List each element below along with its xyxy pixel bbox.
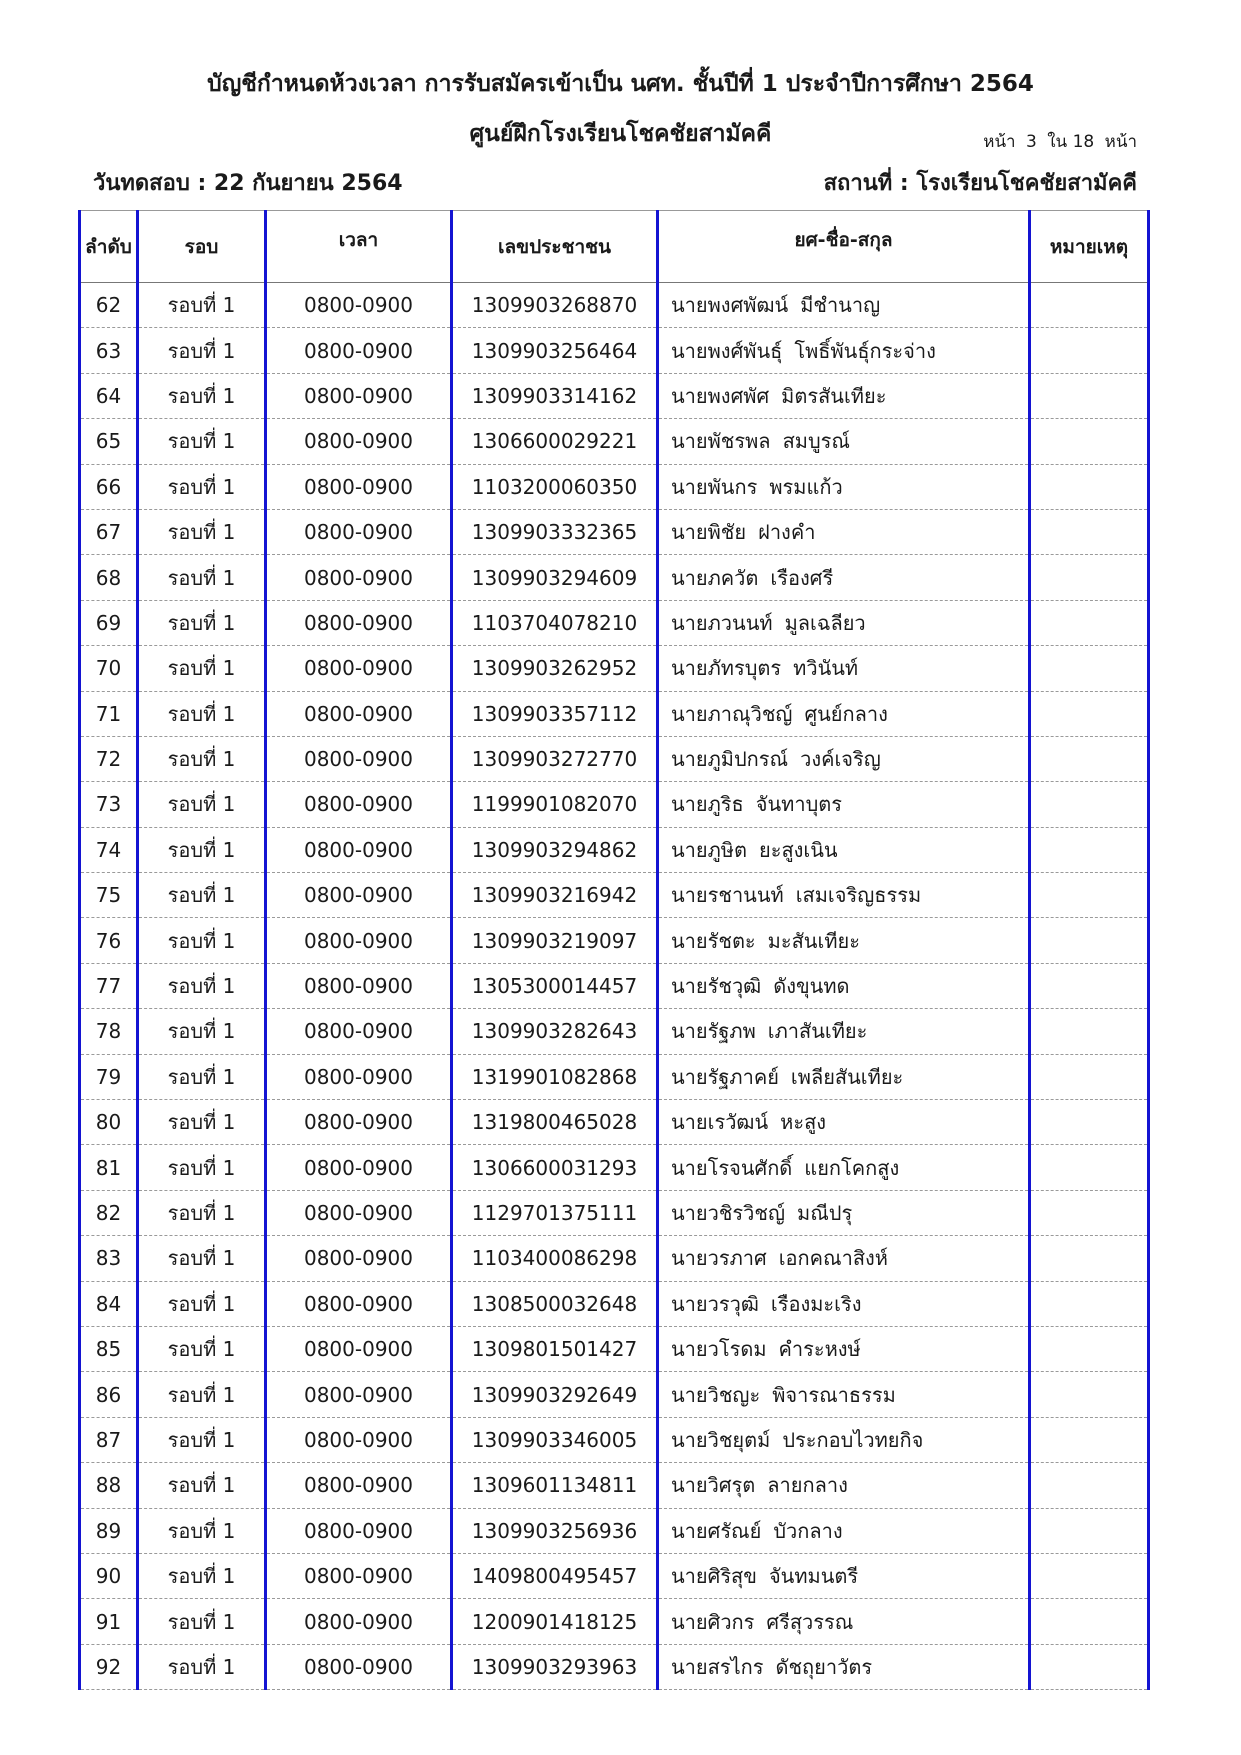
cell-seq: 71	[80, 691, 138, 736]
cell-national-id: 1309903346005	[452, 1417, 658, 1462]
cell-round: รอบที่ 1	[138, 373, 266, 418]
table-row	[80, 1145, 1149, 1190]
cell-name	[658, 736, 1030, 781]
cell-national-id: 1309903293963	[452, 1644, 658, 1689]
cell-national-id: 1309903262952	[452, 646, 658, 691]
table-row	[80, 736, 1149, 781]
cell-time: 0800-0900	[266, 464, 452, 509]
cell-time: 0800-0900	[266, 1054, 452, 1099]
cell-round: รอบที่ 1	[138, 283, 266, 328]
table-row	[80, 1236, 1149, 1281]
table-row	[80, 509, 1149, 554]
cell-time: 0800-0900	[266, 873, 452, 918]
cell-time: 0800-0900	[266, 1009, 452, 1054]
cell-note	[1030, 283, 1149, 328]
cell-name	[658, 918, 1030, 963]
cell-time: 0800-0900	[266, 1236, 452, 1281]
first-name: นายศิริสุข	[671, 1564, 757, 1589]
cell-note	[1030, 509, 1149, 554]
table-row	[80, 555, 1149, 600]
cell-seq: 72	[80, 736, 138, 781]
cell-time: 0800-0900	[266, 827, 452, 872]
cell-note	[1030, 1599, 1149, 1644]
cell-round: รอบที่ 1	[138, 1236, 266, 1281]
header-name: ยศ-ชื่อ-สกุล	[658, 211, 1030, 283]
first-name: นายพงศ์พันธุ์	[671, 338, 783, 363]
cell-seq: 73	[80, 782, 138, 827]
cell-national-id: 1309903294862	[452, 827, 658, 872]
cell-name	[658, 1553, 1030, 1598]
cell-seq: 64	[80, 373, 138, 418]
table-row	[80, 373, 1149, 418]
last-name: จันทมนตรี	[768, 1564, 859, 1589]
cell-seq: 65	[80, 419, 138, 464]
first-name: นายวรวุฒิ	[671, 1291, 759, 1316]
table-row	[80, 1644, 1149, 1689]
cell-round: รอบที่ 1	[138, 1326, 266, 1371]
cell-time: 0800-0900	[266, 555, 452, 600]
cell-seq: 85	[80, 1326, 138, 1371]
cell-note	[1030, 1236, 1149, 1281]
cell-seq: 86	[80, 1372, 138, 1417]
cell-name	[658, 963, 1030, 1008]
table-row	[80, 1463, 1149, 1508]
cell-note	[1030, 736, 1149, 781]
table-row	[80, 1326, 1149, 1371]
cell-round: รอบที่ 1	[138, 1599, 266, 1644]
venue: สถานที่ : โรงเรียนโชคชัยสามัคคี	[823, 171, 1137, 196]
first-name: นายสรไกร	[671, 1654, 764, 1679]
cell-national-id: 1306600029221	[452, 419, 658, 464]
cell-note	[1030, 963, 1149, 1008]
cell-seq: 82	[80, 1190, 138, 1235]
page-suffix: หน้า	[1104, 132, 1137, 152]
table-header-row	[80, 211, 1149, 283]
cell-round: รอบที่ 1	[138, 1553, 266, 1598]
cell-round: รอบที่ 1	[138, 963, 266, 1008]
header-round: รอบ	[138, 211, 266, 283]
first-name: นายเรวัฒน์	[671, 1110, 769, 1135]
cell-note	[1030, 691, 1149, 736]
first-name: นายโรจนศักดิ์	[671, 1155, 793, 1180]
table-row	[80, 1100, 1149, 1145]
cell-national-id: 1319901082868	[452, 1054, 658, 1099]
header-id: เลขประชาชน	[452, 211, 658, 283]
table-row	[80, 691, 1149, 736]
first-name: นายพันกร	[671, 474, 758, 499]
table-row	[80, 1553, 1149, 1598]
table-row	[80, 1599, 1149, 1644]
cell-time: 0800-0900	[266, 918, 452, 963]
last-name: ลายกลาง	[767, 1473, 848, 1498]
cell-national-id: 1103704078210	[452, 600, 658, 645]
last-name: โพธิ์พันธุ์กระจ่าง	[794, 338, 936, 363]
cell-round: รอบที่ 1	[138, 1417, 266, 1462]
table-row	[80, 918, 1149, 963]
last-name: จันทาบุตร	[755, 792, 842, 817]
cell-round: รอบที่ 1	[138, 1281, 266, 1326]
cell-seq: 75	[80, 873, 138, 918]
table-row	[80, 827, 1149, 872]
last-name: ดัชถุยาวัตร	[775, 1654, 873, 1679]
cell-round: รอบที่ 1	[138, 1145, 266, 1190]
cell-seq: 68	[80, 555, 138, 600]
last-name: ศรีสุวรรณ	[766, 1609, 854, 1634]
cell-time: 0800-0900	[266, 1145, 452, 1190]
cell-time: 0800-0900	[266, 1190, 452, 1235]
cell-seq: 63	[80, 328, 138, 373]
table-row	[80, 600, 1149, 645]
last-name: มิตรสันเทียะ	[781, 383, 887, 408]
cell-time: 0800-0900	[266, 1100, 452, 1145]
first-name: นายภัทรบุตร	[671, 656, 782, 681]
last-name: เรืองศรี	[770, 565, 834, 590]
cell-time: 0800-0900	[266, 1372, 452, 1417]
cell-seq: 78	[80, 1009, 138, 1054]
cell-time: 0800-0900	[266, 600, 452, 645]
cell-name	[658, 1145, 1030, 1190]
cell-national-id: 1309601134811	[452, 1463, 658, 1508]
first-name: นายรัฐภาคย์	[671, 1064, 779, 1089]
cell-name	[658, 283, 1030, 328]
table-row	[80, 419, 1149, 464]
first-name: นายภาณุวิชญ์	[671, 701, 793, 726]
page-indicator	[978, 128, 1137, 155]
cell-name	[658, 1644, 1030, 1689]
cell-round: รอบที่ 1	[138, 419, 266, 464]
cell-national-id: 1319800465028	[452, 1100, 658, 1145]
cell-note	[1030, 1372, 1149, 1417]
cell-round: รอบที่ 1	[138, 1054, 266, 1099]
cell-seq: 62	[80, 283, 138, 328]
last-name: มีชำนาญ	[800, 293, 881, 318]
cell-note	[1030, 827, 1149, 872]
header-seq: ลำดับ	[80, 211, 138, 283]
cell-seq: 79	[80, 1054, 138, 1099]
last-name: มะสันเทียะ	[767, 928, 860, 953]
cell-round: รอบที่ 1	[138, 1508, 266, 1553]
cell-seq: 66	[80, 464, 138, 509]
cell-time: 0800-0900	[266, 509, 452, 554]
last-name: เพลียสันเทียะ	[790, 1064, 904, 1089]
test-date: วันทดสอบ : 22 กันยายน 2564	[93, 171, 403, 196]
first-name: นายวิศรุต	[671, 1473, 756, 1498]
cell-round: รอบที่ 1	[138, 827, 266, 872]
cell-time: 0800-0900	[266, 328, 452, 373]
table-row	[80, 1054, 1149, 1099]
cell-seq: 70	[80, 646, 138, 691]
cell-name	[658, 419, 1030, 464]
first-name: นายภควัต	[671, 565, 759, 590]
roster-table	[78, 210, 1150, 1690]
cell-national-id: 1309903332365	[452, 509, 658, 554]
cell-round: รอบที่ 1	[138, 646, 266, 691]
last-name: สมบูรณ์	[782, 429, 850, 454]
cell-note	[1030, 1100, 1149, 1145]
cell-seq: 74	[80, 827, 138, 872]
cell-national-id: 1309903357112	[452, 691, 658, 736]
table-row	[80, 646, 1149, 691]
cell-time: 0800-0900	[266, 1553, 452, 1598]
cell-name	[658, 827, 1030, 872]
cell-time: 0800-0900	[266, 419, 452, 464]
last-name: คำระหงษ์	[778, 1337, 861, 1362]
cell-round: รอบที่ 1	[138, 782, 266, 827]
cell-note	[1030, 1644, 1149, 1689]
last-name: พิจารณาธรรม	[772, 1382, 896, 1407]
cell-name	[658, 1372, 1030, 1417]
last-name: แยกโคกสูง	[804, 1155, 900, 1180]
cell-national-id: 1309903216942	[452, 873, 658, 918]
first-name: นายภูริธ	[671, 792, 744, 817]
cell-national-id: 1103400086298	[452, 1236, 658, 1281]
first-name: นายรชานนท์	[671, 883, 784, 908]
last-name: ศูนย์กลาง	[804, 701, 888, 726]
cell-name	[658, 1009, 1030, 1054]
cell-name	[658, 373, 1030, 418]
table-row	[80, 1190, 1149, 1235]
cell-note	[1030, 1190, 1149, 1235]
last-name: พรมแก้ว	[769, 474, 843, 499]
cell-round: รอบที่ 1	[138, 736, 266, 781]
cell-seq: 69	[80, 600, 138, 645]
cell-time: 0800-0900	[266, 1599, 452, 1644]
cell-national-id: 1309903314162	[452, 373, 658, 418]
cell-national-id: 1309903272770	[452, 736, 658, 781]
cell-national-id: 1309903292649	[452, 1372, 658, 1417]
table-row	[80, 1508, 1149, 1553]
cell-note	[1030, 1553, 1149, 1598]
table-row	[80, 963, 1149, 1008]
cell-seq: 77	[80, 963, 138, 1008]
cell-seq: 81	[80, 1145, 138, 1190]
cell-note	[1030, 328, 1149, 373]
cell-name	[658, 1190, 1030, 1235]
cell-national-id: 1200901418125	[452, 1599, 658, 1644]
cell-seq: 87	[80, 1417, 138, 1462]
first-name: นายรัชตะ	[671, 928, 756, 953]
cell-seq: 84	[80, 1281, 138, 1326]
cell-note	[1030, 1054, 1149, 1099]
first-name: นายภูษิต	[671, 837, 747, 862]
cell-national-id: 1129701375111	[452, 1190, 658, 1235]
cell-name	[658, 782, 1030, 827]
table-row	[80, 782, 1149, 827]
cell-national-id: 1309903282643	[452, 1009, 658, 1054]
last-name: บัวกลาง	[773, 1518, 843, 1543]
last-name: ยะสูงเนิน	[758, 837, 838, 862]
cell-name	[658, 328, 1030, 373]
cell-name	[658, 1281, 1030, 1326]
cell-national-id: 1309903268870	[452, 283, 658, 328]
cell-name	[658, 691, 1030, 736]
first-name: นายพัชรพล	[671, 429, 771, 454]
last-name: เสมเจริญธรรม	[795, 883, 922, 908]
cell-note	[1030, 1145, 1149, 1190]
first-name: นายภวนนท์	[671, 610, 773, 635]
cell-time: 0800-0900	[266, 736, 452, 781]
first-name: นายรัชวุฒิ	[671, 974, 762, 999]
cell-time: 0800-0900	[266, 646, 452, 691]
cell-national-id: 1305300014457	[452, 963, 658, 1008]
cell-time: 0800-0900	[266, 373, 452, 418]
cell-note	[1030, 464, 1149, 509]
cell-national-id: 1199901082070	[452, 782, 658, 827]
last-name: มูลเฉลียว	[784, 610, 866, 635]
cell-national-id: 1309903294609	[452, 555, 658, 600]
last-name: หะสูง	[780, 1110, 827, 1135]
cell-name	[658, 509, 1030, 554]
cell-national-id: 1308500032648	[452, 1281, 658, 1326]
first-name: นายวิชยุตม์	[671, 1427, 771, 1452]
cell-name	[658, 1599, 1030, 1644]
cell-note	[1030, 600, 1149, 645]
cell-round: รอบที่ 1	[138, 600, 266, 645]
cell-note	[1030, 1463, 1149, 1508]
cell-name	[658, 1054, 1030, 1099]
last-name: ประกอบไวทยกิจ	[782, 1427, 924, 1452]
last-name: ฝางคำ	[758, 520, 816, 545]
page-total: ใน 18	[1047, 132, 1095, 152]
cell-seq: 88	[80, 1463, 138, 1508]
cell-seq: 91	[80, 1599, 138, 1644]
first-name: นายวโรดม	[671, 1337, 767, 1362]
cell-name	[658, 646, 1030, 691]
cell-seq: 80	[80, 1100, 138, 1145]
first-name: นายศรัณย์	[671, 1518, 762, 1543]
last-name: เภาสันเทียะ	[767, 1019, 868, 1044]
cell-seq: 67	[80, 509, 138, 554]
cell-national-id: 1309903256464	[452, 328, 658, 373]
cell-round: รอบที่ 1	[138, 1372, 266, 1417]
cell-round: รอบที่ 1	[138, 1100, 266, 1145]
cell-note	[1030, 1281, 1149, 1326]
first-name: นายรัฐภพ	[671, 1019, 756, 1044]
cell-name	[658, 1326, 1030, 1371]
table-row	[80, 464, 1149, 509]
first-name: นายพงศพัศ	[671, 383, 770, 408]
cell-round: รอบที่ 1	[138, 873, 266, 918]
table-row	[80, 328, 1149, 373]
cell-round: รอบที่ 1	[138, 918, 266, 963]
cell-note	[1030, 918, 1149, 963]
cell-name	[658, 464, 1030, 509]
cell-round: รอบที่ 1	[138, 555, 266, 600]
last-name: ดังขุนทด	[773, 974, 850, 999]
cell-note	[1030, 873, 1149, 918]
table-row	[80, 873, 1149, 918]
cell-note	[1030, 555, 1149, 600]
cell-name	[658, 1417, 1030, 1462]
cell-time: 0800-0900	[266, 1281, 452, 1326]
header-time: เวลา	[266, 211, 452, 283]
cell-note	[1030, 646, 1149, 691]
first-name: นายพงศพัฒน์	[671, 293, 789, 318]
cell-time: 0800-0900	[266, 1326, 452, 1371]
cell-round: รอบที่ 1	[138, 328, 266, 373]
page-current: 3	[1026, 132, 1037, 152]
last-name: เอกคณาสิงห์	[778, 1246, 888, 1271]
cell-round: รอบที่ 1	[138, 691, 266, 736]
cell-time: 0800-0900	[266, 1508, 452, 1553]
cell-note	[1030, 1009, 1149, 1054]
cell-seq: 92	[80, 1644, 138, 1689]
last-name: ทวินันท์	[793, 656, 859, 681]
cell-time: 0800-0900	[266, 782, 452, 827]
cell-seq: 89	[80, 1508, 138, 1553]
cell-time: 0800-0900	[266, 963, 452, 1008]
cell-round: รอบที่ 1	[138, 1009, 266, 1054]
cell-round: รอบที่ 1	[138, 1644, 266, 1689]
cell-seq: 90	[80, 1553, 138, 1598]
table-row	[80, 1009, 1149, 1054]
first-name: นายพิชัย	[671, 520, 747, 545]
cell-time: 0800-0900	[266, 691, 452, 736]
cell-national-id: 1309801501427	[452, 1326, 658, 1371]
first-name: นายวรภาศ	[671, 1246, 767, 1271]
cell-name	[658, 555, 1030, 600]
header-note: หมายเหตุ	[1030, 211, 1149, 283]
cell-seq: 76	[80, 918, 138, 963]
first-name: นายภูมิปกรณ์	[671, 747, 789, 772]
page-prefix: หน้า	[983, 132, 1016, 152]
document-title: บัญชีกำหนดห้วงเวลา การรับสมัครเข้าเป็น นศท. ชั้นปีที่ 1 ประจำปีการศึกษา 2564	[207, 71, 1034, 97]
table-row	[80, 1417, 1149, 1462]
cell-national-id: 1309903219097	[452, 918, 658, 963]
cell-note	[1030, 782, 1149, 827]
cell-name	[658, 1463, 1030, 1508]
cell-name	[658, 1100, 1030, 1145]
cell-round: รอบที่ 1	[138, 1463, 266, 1508]
cell-national-id: 1103200060350	[452, 464, 658, 509]
cell-round: รอบที่ 1	[138, 509, 266, 554]
cell-note	[1030, 1326, 1149, 1371]
last-name: เรืองมะเริง	[770, 1291, 862, 1316]
cell-round: รอบที่ 1	[138, 1190, 266, 1235]
cell-seq: 83	[80, 1236, 138, 1281]
cell-name	[658, 600, 1030, 645]
cell-name	[658, 1236, 1030, 1281]
cell-time: 0800-0900	[266, 1417, 452, 1462]
cell-national-id: 1309903256936	[452, 1508, 658, 1553]
cell-note	[1030, 419, 1149, 464]
last-name: วงค์เจริญ	[800, 747, 881, 772]
roster-body	[80, 283, 1149, 1690]
cell-time: 0800-0900	[266, 1644, 452, 1689]
cell-time: 0800-0900	[266, 283, 452, 328]
cell-note	[1030, 1508, 1149, 1553]
table-row	[80, 283, 1149, 328]
table-row	[80, 1372, 1149, 1417]
cell-name	[658, 1508, 1030, 1553]
last-name: มณีปรุ	[797, 1201, 853, 1225]
cell-note	[1030, 373, 1149, 418]
first-name: นายวชิรวิชญ์	[671, 1201, 786, 1225]
cell-round: รอบที่ 1	[138, 464, 266, 509]
first-name: นายศิวกร	[671, 1609, 755, 1634]
table-row	[80, 1281, 1149, 1326]
cell-note	[1030, 1417, 1149, 1462]
cell-national-id: 1409800495457	[452, 1553, 658, 1598]
training-center-name: ศูนย์ฝึกโรงเรียนโชคชัยสามัคคี	[469, 121, 772, 147]
cell-time: 0800-0900	[266, 1463, 452, 1508]
first-name: นายวิชญะ	[671, 1382, 761, 1407]
cell-national-id: 1306600031293	[452, 1145, 658, 1190]
cell-name	[658, 873, 1030, 918]
